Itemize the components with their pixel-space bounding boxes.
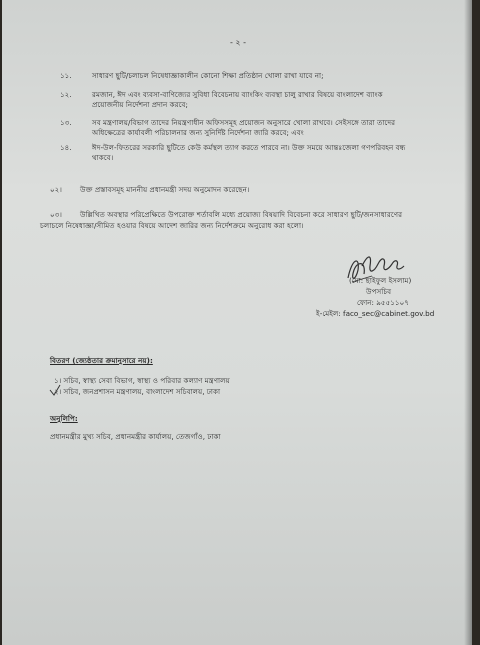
item-text: রমজান, ঈদ এবং ব্যবসা-বাণিজ্যের সুবিধা বিবেচনায় ব্যাংকিং ব্যবস্থা চালু রাখার বিষয়ে বাংলাদেশ ব্যাংক [92, 90, 383, 99]
item-text: ঈদ-উল-ফিতরের সরকারি ছুটিতে কেউ কর্মস্থল ত্যাগ করতে পারবে না। উক্ত সময়ে আন্তঃজেলা গণপরিবহন বন্ধ [92, 143, 406, 152]
item-number: ১২. [60, 90, 72, 99]
item-text: সাধারণ ছুটি/চলাচল নিষেধাজ্ঞাকালীন কোনো শিক্ষা প্রতিষ্ঠান খোলা রাখা যাবে না; [92, 71, 324, 80]
paragraph-text: চলাচলে নিষেধাজ্ঞা/সীমিত হওয়ার বিষয়ে আদেশ জারির জন্য নির্দেশক্রমে অনুরোধ করা হলো। [40, 221, 304, 230]
paragraph-number: ০৩। [50, 210, 62, 219]
item-number: ১১. [60, 71, 72, 80]
distribution-item: ১। সচিব, স্বাস্থ্য সেবা বিভাগ, স্বাস্থ্য ও পরিবার কল্যাণ মন্ত্রণালয় [54, 376, 230, 385]
item-number: ১৪. [60, 143, 72, 152]
document-page [2, 0, 472, 645]
page-number: - ২ - [230, 38, 247, 47]
signatory-email: ই-মেইল: faco_sec@cabinet.gov.bd [316, 309, 435, 318]
signatory-phone: ফোন: ৯৫৫১১০৭ [357, 298, 409, 307]
signatory-designation: উপসচিব [366, 287, 392, 296]
item-text: থাকবে। [92, 153, 114, 162]
paragraph-text: উল্লিখিত অবস্থার পরিপ্রেক্ষিতে উপরোক্ত শর্তাবলি মধ্যে প্রয়োজ্য বিষয়াদি বিবেচনা করে সাধারণ ছুটি/জনসাধারণের [80, 210, 403, 219]
handwritten-tick-icon [48, 383, 62, 397]
item-text: সব মন্ত্রণালয়/বিভাগ তাদের নিয়ন্ত্রণাধীন অফিসসমূহ প্রয়োজন অনুসারে খোলা রাখবে। সেইসঙ্গে তারা তাদের [92, 118, 396, 127]
distribution-item: ২। সচিব, জনপ্রশাসন মন্ত্রণালয়, বাংলাদেশ সচিবালয়, ঢাকা [54, 387, 221, 396]
copy-heading: অনুলিপি: [50, 414, 78, 423]
item-text: অধিক্ষেত্রের কার্যাবলী পরিচালনার জন্য সুনির্দিষ্ট নির্দেশনা জারি করবে; এবং [92, 128, 304, 137]
signatory-name: (মো: ছাইফুল ইসলাম) [349, 276, 412, 285]
page-edge-shadow [464, 0, 472, 645]
item-text: প্রয়োজনীয় নির্দেশনা প্রদান করবে; [92, 100, 188, 109]
copy-recipient: প্রধানমন্ত্রীর মুখ্য সচিব, প্রধানমন্ত্রীর কার্যালয়, তেজগাঁও, ঢাকা [50, 432, 221, 441]
distribution-heading: বিতরণ (জ্যেষ্ঠতার ক্রমানুসারে নয়): [50, 356, 153, 365]
paragraph-text: উক্ত প্রস্তাবসমূহ মাননীয় প্রধানমন্ত্রী সদয় অনুমোদন করেছেন। [80, 185, 250, 194]
paragraph-number: ০২। [50, 185, 62, 194]
item-number: ১৩. [60, 118, 72, 127]
